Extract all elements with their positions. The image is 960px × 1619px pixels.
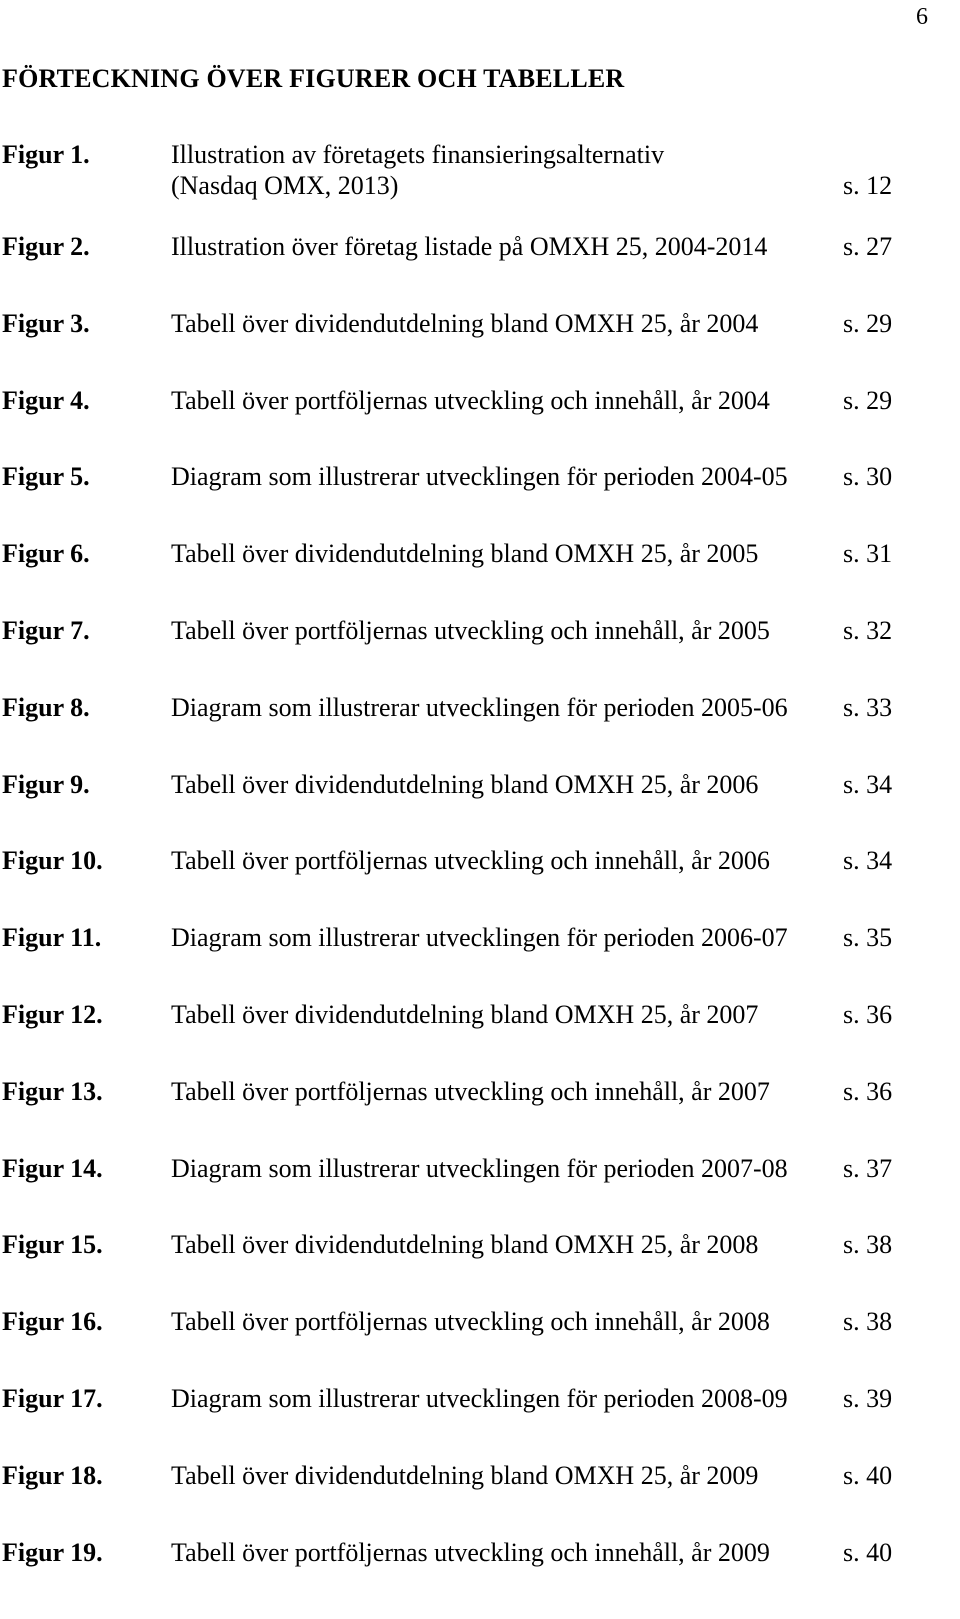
figure-page: s. 35 xyxy=(843,923,893,953)
figure-title: Illustration av företagets finansieringsalternativ xyxy=(171,140,665,169)
figure-label: Figur 6. xyxy=(2,539,90,569)
figure-title: Illustration över företag listade på OMXH 25, 2004-2014 xyxy=(171,232,768,261)
list-item xyxy=(0,846,960,923)
figure-page: s. 34 xyxy=(843,769,893,799)
figure-title: Tabell över dividendutdelning bland OMXH 25, år 2004 xyxy=(171,308,759,338)
list-item xyxy=(0,1077,960,1154)
list-item xyxy=(0,1307,960,1384)
figure-title: Tabell över portföljernas utveckling och innehåll, år 2006 xyxy=(171,846,770,876)
list-item xyxy=(0,1461,960,1538)
list-item xyxy=(0,140,960,232)
list-item xyxy=(0,616,960,693)
figure-page: s. 34 xyxy=(843,846,893,876)
figure-page: s. 30 xyxy=(843,462,893,492)
figure-page: s. 33 xyxy=(843,692,893,722)
page-number: 6 xyxy=(916,4,928,30)
figure-label: Figur 2. xyxy=(2,232,90,261)
figure-page: s. 37 xyxy=(843,1153,893,1183)
figure-label: Figur 16. xyxy=(2,1307,103,1337)
figure-title: Diagram som illustrerar utvecklingen för perioden 2006-07 xyxy=(171,923,788,953)
figure-label: Figur 1. xyxy=(2,140,90,169)
figure-page: s. 39 xyxy=(843,1383,893,1413)
figure-page: s. 36 xyxy=(843,1076,893,1106)
figure-label: Figur 3. xyxy=(2,308,90,338)
figure-label: Figur 8. xyxy=(2,692,90,722)
list-item xyxy=(0,232,960,309)
figure-label: Figur 15. xyxy=(2,1230,103,1260)
figure-page: s. 29 xyxy=(843,308,893,338)
figure-title: Tabell över portföljernas utveckling och innehåll, år 2009 xyxy=(171,1537,770,1567)
list-item xyxy=(0,462,960,539)
figure-page: s. 31 xyxy=(843,539,893,569)
figure-title-line2: (Nasdaq OMX, 2013) xyxy=(171,171,399,200)
figure-title: Tabell över dividendutdelning bland OMXH 25, år 2009 xyxy=(171,1460,759,1490)
figure-page: s. 40 xyxy=(843,1537,893,1567)
figure-label: Figur 7. xyxy=(2,615,90,645)
figure-title: Tabell över portföljernas utveckling och innehåll, år 2007 xyxy=(171,1076,770,1106)
figure-list xyxy=(0,140,960,1614)
figure-label: Figur 9. xyxy=(2,769,90,799)
figure-title: Tabell över dividendutdelning bland OMXH 25, år 2005 xyxy=(171,539,759,569)
list-item xyxy=(0,1154,960,1231)
figure-title: Tabell över portföljernas utveckling och innehåll, år 2005 xyxy=(171,615,770,645)
list-item xyxy=(0,1384,960,1461)
figure-label: Figur 17. xyxy=(2,1383,103,1413)
figure-title: Diagram som illustrerar utvecklingen för perioden 2005-06 xyxy=(171,692,788,722)
figure-title: Tabell över dividendutdelning bland OMXH 25, år 2006 xyxy=(171,769,759,799)
figure-label: Figur 13. xyxy=(2,1076,103,1106)
page-title: FÖRTECKNING ÖVER FIGURER OCH TABELLER xyxy=(2,64,625,93)
figure-title: Diagram som illustrerar utvecklingen för perioden 2008-09 xyxy=(171,1383,788,1413)
figure-title: Diagram som illustrerar utvecklingen för perioden 2004-05 xyxy=(171,462,788,492)
figure-title: Tabell över dividendutdelning bland OMXH 25, år 2008 xyxy=(171,1230,759,1260)
figure-label: Figur 18. xyxy=(2,1460,103,1490)
figure-label: Figur 11. xyxy=(2,923,102,953)
figure-label: Figur 5. xyxy=(2,462,90,492)
figure-label: Figur 10. xyxy=(2,846,103,876)
figure-page: s. 32 xyxy=(843,615,893,645)
figure-entries xyxy=(0,232,960,1614)
figure-page: s. 36 xyxy=(843,999,893,1029)
list-item xyxy=(0,539,960,616)
figure-label: Figur 14. xyxy=(2,1153,103,1183)
figure-title: Tabell över portföljernas utveckling och innehåll, år 2008 xyxy=(171,1307,770,1337)
list-item xyxy=(0,309,960,386)
list-item xyxy=(0,1000,960,1077)
figure-label: Figur 4. xyxy=(2,385,90,415)
figure-page: s. 27 xyxy=(843,232,893,261)
list-item xyxy=(0,1230,960,1307)
list-item xyxy=(0,770,960,847)
list-item xyxy=(0,386,960,463)
figure-page: s. 38 xyxy=(843,1307,893,1337)
list-item xyxy=(0,923,960,1000)
figure-title: Tabell över dividendutdelning bland OMXH 25, år 2007 xyxy=(171,999,759,1029)
figure-page: s. 38 xyxy=(843,1230,893,1260)
figure-title: Tabell över portföljernas utveckling och innehåll, år 2004 xyxy=(171,385,770,415)
list-item xyxy=(0,693,960,770)
list-item xyxy=(0,1538,960,1615)
figure-label: Figur 12. xyxy=(2,999,103,1029)
figure-page: s. 29 xyxy=(843,385,893,415)
figure-page: s. 12 xyxy=(843,171,893,200)
figure-page: s. 40 xyxy=(843,1460,893,1490)
figure-label: Figur 19. xyxy=(2,1537,103,1567)
figure-title: Diagram som illustrerar utvecklingen för perioden 2007-08 xyxy=(171,1153,788,1183)
